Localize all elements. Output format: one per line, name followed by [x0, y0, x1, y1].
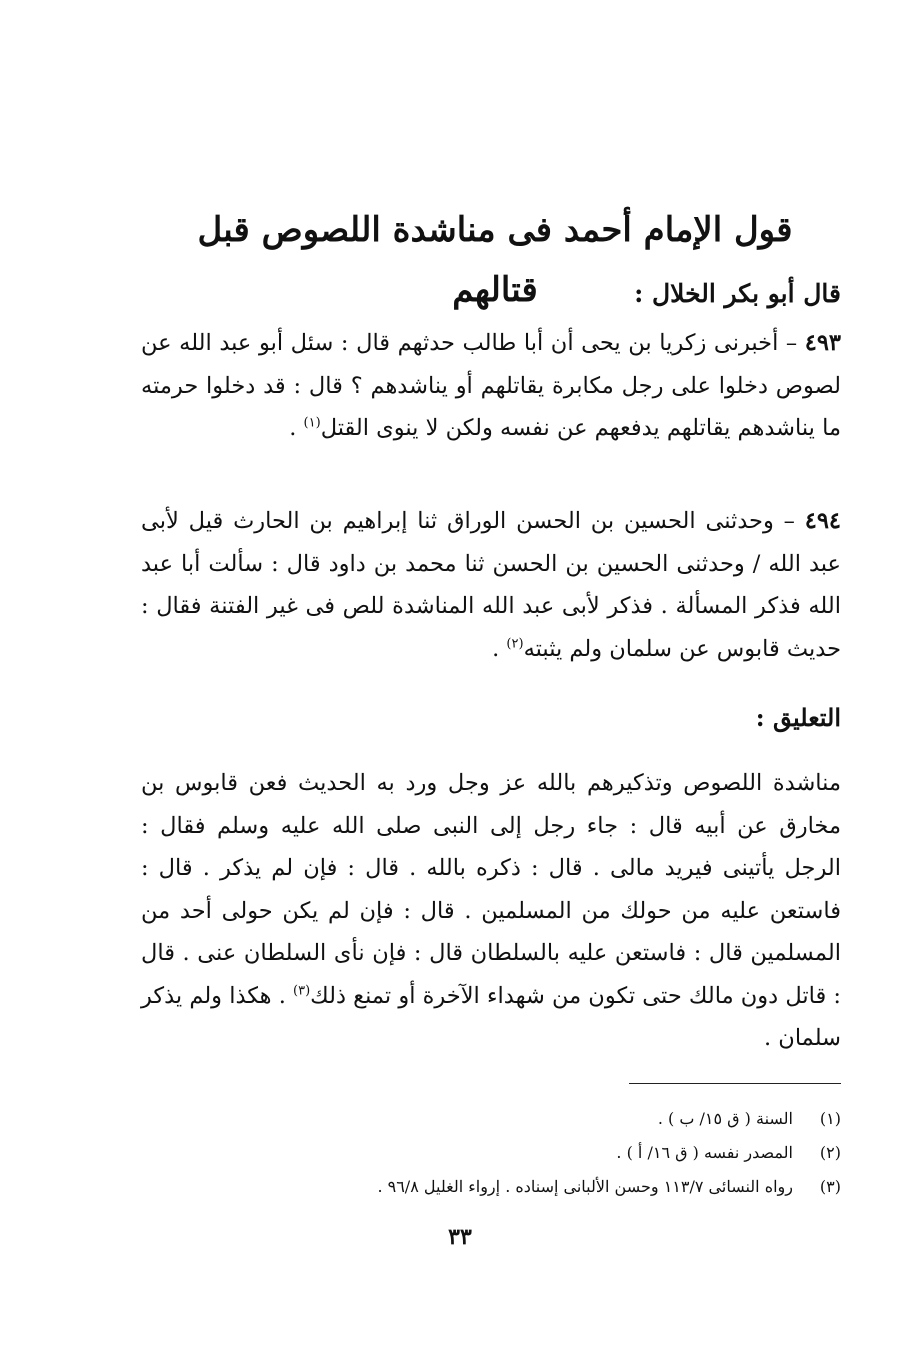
footnote-text: رواه النسائى ١١٣/٧ وحسن الألبانى إسناده . إرواء الغليل ٩٦/٨ .: [377, 1177, 793, 1196]
chapter-intro: قال أبو بكر الخلال :: [634, 279, 841, 308]
paragraph-end: .: [492, 635, 507, 662]
comment-paragraph: [141, 762, 841, 1060]
footnote-number: (٢): [819, 1143, 841, 1162]
paragraph-494: [141, 500, 841, 670]
paragraph-number: ٤٩٤: [804, 508, 841, 534]
footnote-item: [141, 1102, 841, 1136]
footnote-ref: (١): [303, 415, 321, 431]
footnote-item: [141, 1136, 841, 1170]
footnote-ref: (٢): [506, 636, 524, 651]
footnote-divider: [629, 1083, 841, 1084]
paragraph-text: – أخبرنى زكريا بن يحى أن أبا طالب حدثهم قال : سئل أبو عبد الله عن لصوص دخلوا على رجل مكابرة يقاتلهم أو يناشدهم ؟ قال : قد دخلوا حرمته ما يناشدهم يقاتلهم يدفعهم عن نفسه ولكن لا ينوى القتل: [141, 330, 841, 441]
paragraph-end: .: [289, 415, 304, 441]
paragraph-493: [141, 322, 841, 450]
footnote-ref: (٣): [293, 983, 311, 998]
footnote-text: السنة ( ق ١٥/ ب ) .: [657, 1109, 793, 1128]
paragraph-number: ٤٩٣: [804, 330, 842, 356]
footnotes-list: [141, 1102, 841, 1204]
footnote-number: (٣): [819, 1177, 841, 1196]
comment-end: . هكذا ولم يذكر سلمان .: [141, 982, 841, 1051]
comment-heading: التعليق :: [755, 703, 841, 732]
page-number: ٣٣: [448, 1224, 472, 1250]
footnote-item: [141, 1170, 841, 1204]
comment-text: مناشدة اللصوص وتذكيرهم بالله عز وجل ورد به الحديث فعن قابوس بن مخارق عن أبيه قال : جاء رجل إلى النبى صلى الله عليه وسلم فقال : الرجل يأتينى فيريد مالى . قال : ذكره بالله . قال : فإن لم يذكر . قال : فاستعن عليه من حولك من المسلمين . قال : فإن لم يكن حولى أحد من المسلمين قال : فاستعن عليه بالسلطان قال : فإن نأى السلطان عنى . قال : قاتل دون مالك حتى تكون من شهداء الآخرة أو تمنع ذلك: [141, 770, 841, 1009]
footnote-number: (١): [819, 1109, 841, 1128]
page-title: قول الإمام أحمد فى مناشدة اللصوص قبل قتالهم: [197, 210, 793, 310]
footnote-text: المصدر نفسه ( ق ١٦/ أ ) .: [616, 1143, 793, 1162]
paragraph-text: – وحدثنى الحسين بن الحسن الوراق ثنا إبراهيم بن الحارث قيل لأبى عبد الله / وحدثنى الحسين بن الحسن ثنا محمد بن داود قال : سألت أبا عبد الله فذكر المسألة . فذكر لأبى عبد الله المناشدة للص فى غير الفتنة فقال : حديث قابوس عن سلمان ولم يثبته: [141, 508, 841, 662]
